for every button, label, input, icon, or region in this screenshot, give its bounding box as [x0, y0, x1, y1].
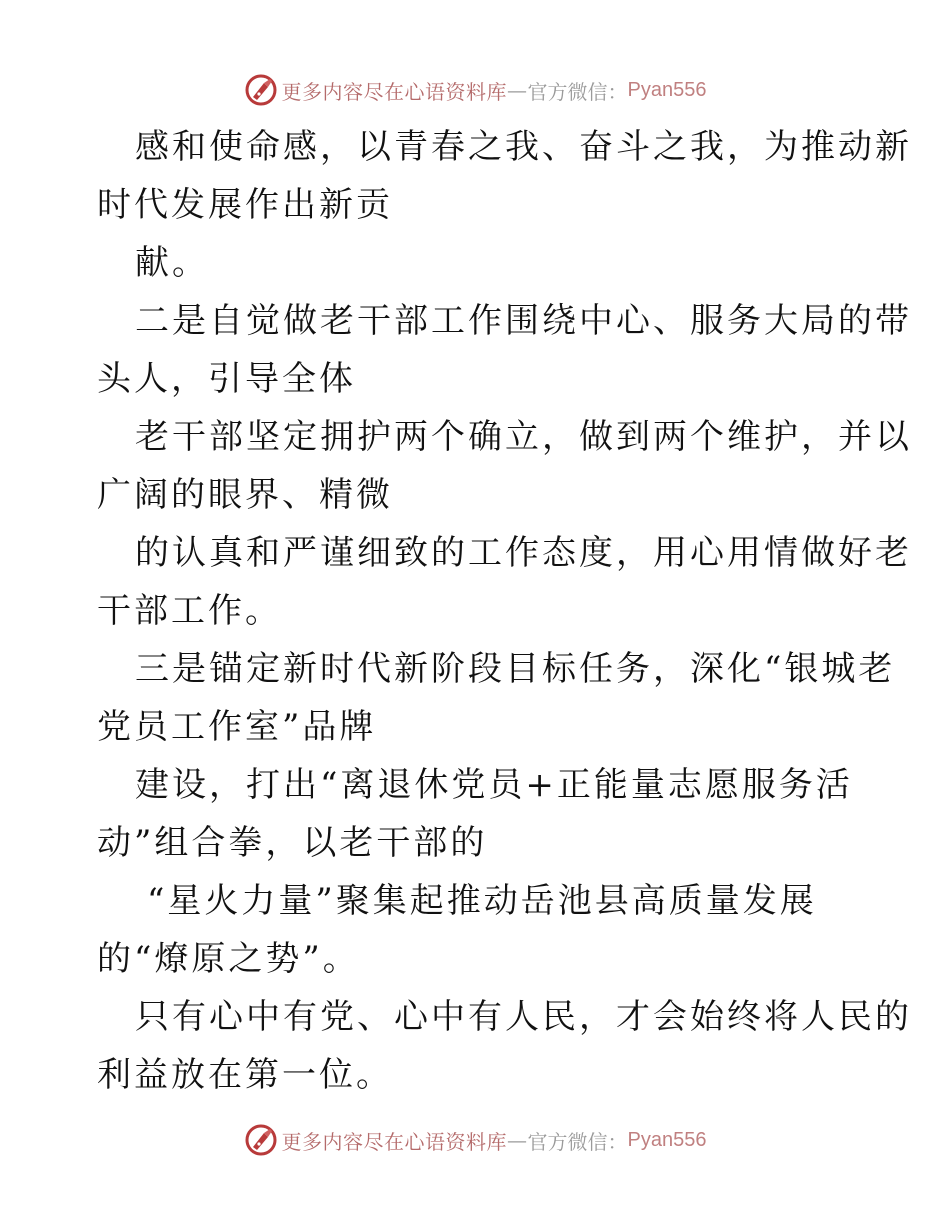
text-line: 干部工作。: [97, 591, 282, 631]
header-watermark: [0, 70, 950, 110]
text-line: 老干部坚定拥护两个确立，做到两个维护，并以: [135, 417, 912, 457]
text-line: 的认真和严谨细致的工作态度，用心用情做好老: [135, 533, 912, 573]
text-line: 的“燎原之势”。: [97, 939, 360, 979]
header-brand-text: 更多内容尽在心语资料库: [281, 79, 508, 104]
footer-wechat-label: 官方微信：: [527, 1129, 628, 1154]
text-line: 利益放在第一位。: [97, 1055, 393, 1095]
text-line: 时代发展作出新贡: [97, 185, 393, 225]
text-line: 建设，打出“离退休党员+正能量志愿服务活: [135, 765, 853, 805]
text-line: 二是自觉做老干部工作围绕中心、服务大局的带: [135, 301, 912, 341]
footer-dash: —: [507, 1128, 528, 1152]
header-wechat-label: 官方微信：: [527, 79, 628, 104]
text-line: 只有心中有党、心中有人民，才会始终将人民的: [135, 997, 912, 1037]
header-wechat-id: Pyan556: [627, 78, 707, 101]
body-text: [97, 118, 912, 1104]
text-line: 党员工作室”品牌: [97, 707, 377, 747]
text-line: “星火力量”聚集起推动岳池县高质量发展: [147, 881, 817, 921]
text-line: 献。: [135, 243, 209, 283]
text-line: 广阔的眼界、精微: [97, 475, 393, 515]
footer-brand-text: 更多内容尽在心语资料库: [281, 1129, 508, 1154]
footer-watermark: [0, 1120, 950, 1160]
text-line: 动”组合拳，以老干部的: [97, 823, 488, 863]
text-line: 感和使命感，以青春之我、奋斗之我，为推动新: [135, 127, 912, 167]
pen-nib-logo-icon: [244, 1123, 278, 1157]
header-dash: —: [507, 78, 528, 102]
paragraph: [97, 118, 912, 1104]
pen-nib-logo-icon: [244, 73, 278, 107]
footer-wechat-id: Pyan556: [627, 1128, 707, 1151]
text-line: 头人，引导全体: [97, 359, 356, 399]
text-line: 三是锚定新时代新阶段目标任务，深化“银城老: [135, 649, 896, 689]
